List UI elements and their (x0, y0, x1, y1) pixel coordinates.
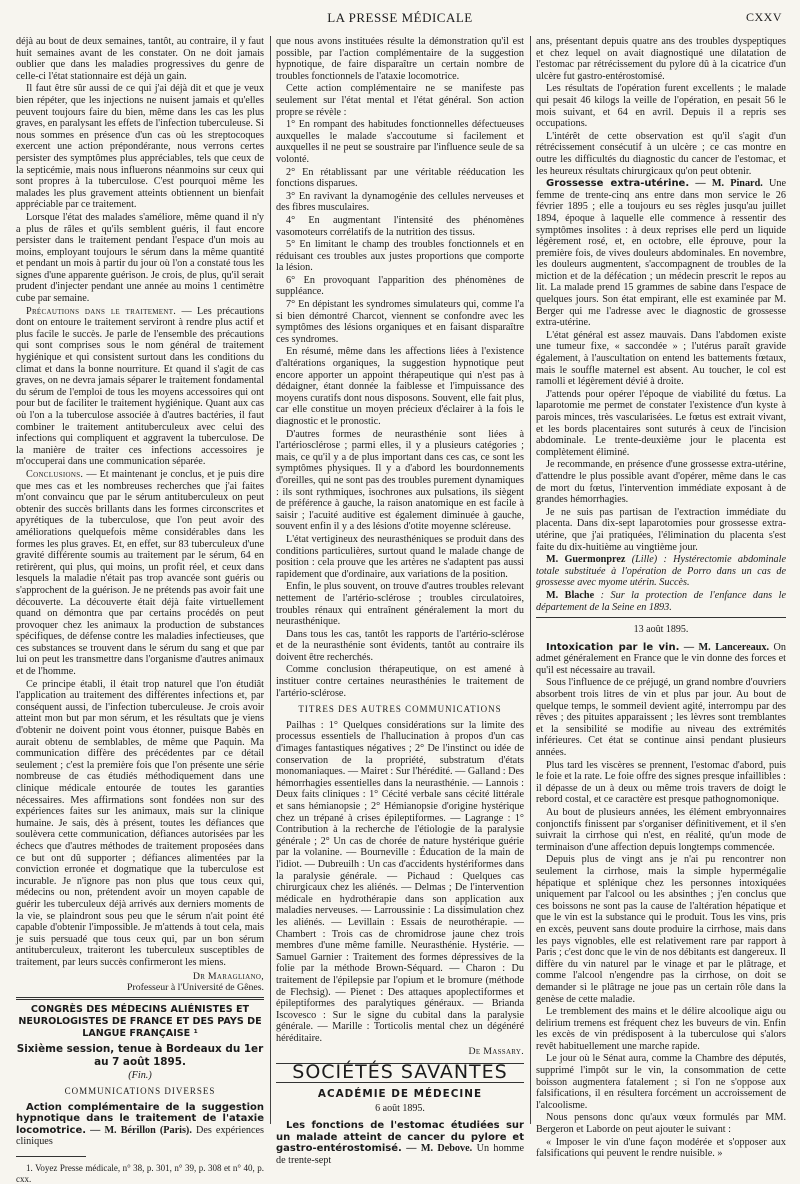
article-author: M. Blache (546, 589, 595, 601)
article-text: On admet généralement en France que le vin donne des forces et qu'il est nécessaire au travail. (536, 641, 786, 676)
session-line: Sixième session, tenue à Bordeaux du 1er au 7 août 1895. (16, 1042, 264, 1068)
subsection-heading: TITRES DES AUTRES COMMUNICATIONS (298, 704, 502, 715)
article-text: Une femme de trente-cinq ans entre dans mon service le 26 février 1895 ; elle a toujours eu ses règles jusqu'au juillet 1894, époque à laquelle elle commence à ressentir des symptômes insolites : à deux reprises elle perd un liquide légèrement rosé, et, en octobre, elle éprouve, pour la première fois, de vives douleurs abdominales. En novembre, les douleurs augmentent, s'accompagnent de troubles de la miction et de la défécation ; un médecin prescrit le repos au lit. La malade prend 15 grammes de sabine dans l'espace de quelques jours. Son état empirant, elle est examinée par M. Berger qui me l'adresse avec le diagnostic de grossesse extra-utérine. (536, 178, 786, 329)
paragraph: Il faut être sûr aussi de ce qui j'ai déjà dit et que je veux bien répéter, que les injections ne nuisent jamais et qu'elles peuvent toujours faire du bien, même dans les cas les plus graves, en paralysant les effets de l'infection tuberculeuse. Si nous sommes en présence d'un cas où les streptocoques exercent une action prépondérante, nous verrons certes persister des symptômes plus appréciables, tels que ceux de la septicémie, mais nous influerons néanmoins sur ceux qui sont propres à la tuberculose. C'est pourquoi même les malades les plus gravement atteints obtiennent un bienfait appréciable par ce traitement. (16, 83, 264, 211)
paragraph: Plus tard les viscères se prennent, l'estomac d'abord, puis le foie et la rate. Le foie offre des signes presque infaillibles : il dépasse de un à deux ou même trois travers de doigt le rebord costal, et ce caractère est presque pathognomonique. (536, 759, 786, 806)
column-3 (536, 36, 787, 1160)
author-name: Dr Maragliano, (192, 970, 264, 982)
session-date: 13 août 1895. (633, 624, 689, 636)
paragraph (16, 1102, 264, 1148)
column-divider (530, 36, 531, 1124)
paragraph (536, 178, 786, 329)
footnote: 1. Voyez Presse médicale, n° 38, p. 301, n° 39, p. 308 et n° 40, p. cxx. (16, 1163, 264, 1184)
article-author: — M. Pinard. (689, 178, 763, 190)
paragraph: ans, présentant depuis quatre ans des troubles dyspeptiques et chez lequel on avait diagnostiqué une dilatation de l'estomac par rétrécissement du pylore dû à la cicatrice d'un ulcère fut gastro-entérostomisé. (536, 36, 786, 82)
author-signature: De Massary. (468, 1046, 524, 1058)
paragraph: Les résultats de l'opération furent excellents ; le malade qui pesait 46 kilogs la veille de l'opération, en pesait 56 le mois suivant, et 64 en avril. Depuis il a repris ses occupations. (536, 83, 786, 130)
paragraph: Dans tous les cas, tantôt les rapports de l'artério-sclérose et de la neurasthénie sont évidents, tantôt au contraire ils doivent être recherchés. (276, 628, 524, 663)
paragraph: que nous avons instituées résulte la démonstration qu'il est possible, par l'action complémentaire de la suggestion hypnotique, de faire disparaître un certain nombre de troubles fonctionnels de l'ataxie locomotrice. (276, 36, 524, 82)
paragraph: Lorsque l'état des malades s'améliore, même quand il n'y a plus de râles et qu'ils semblent guéris, il faut encore persister dans le traitement pendant l'espace d'un mois au moins, employant toujours le sérum dans la même quantité et pendant un mois à partir du jour où l'on a constaté tous les signes d'une apparente guérison. Je crois, de plus, qu'il serait prudent d'injecter pendant une année au moins 1 centimètre cube par semaine. (16, 211, 264, 305)
list-item: 6° En provoquant l'apparition des phénomènes de suppléance. (276, 274, 524, 298)
paragraph: Sous l'influence de ce préjugé, un grand nombre d'ouvriers absorbent trois litres de vin et plus par jour. Au bout de quelque temps, le sommeil devient agité, interrompu par des rêves ; des pituites apparaissent ; les lèvres sont tremblantes et la sensibilité se modifie au niveau des extrémités inférieures. Cet état se continue ainsi pendant plusieurs années. (536, 677, 786, 759)
journal-title: LA PRESSE MÉDICALE (327, 10, 473, 25)
article-author: — M. Bérillon (Paris). (86, 1124, 192, 1136)
congress-title: CONGRÈS DES MÉDECINS ALIÉNISTES ET NEUROLOGISTES DE FRANCE ET DES PAYS DE LANGUE FRANÇAISE ¹ (18, 1003, 262, 1039)
fin-note: (Fin.) (128, 1069, 152, 1081)
paragraph: « Imposer le vin d'une façon modérée et s'opposer aux falsifications qui peuvent le rendre nuisible. » (536, 1136, 786, 1160)
paragraph: Cette action complémentaire ne se manifeste pas seulement sur l'état mental et l'état général. Son action propre se révèle : (276, 83, 524, 118)
paragraph-lead: Conclusions. (26, 468, 84, 480)
list-item: 7° En dépistant les syndromes simulateurs qui, comme l'a si bien démontré Charcot, viennent se confondre avec les symptômes des lésions organiques et en faisant disparaître ces syndromes. (276, 299, 524, 345)
paragraph: Le tremblement des mains et le délire alcoolique aigu ou delirium tremens est fréquent chez les buveurs de vin. Enfin les excès de vin prédisposent à la tuberculose qui s'alors revêt habituellement une marche rapide. (536, 1006, 786, 1052)
column-2 (276, 36, 524, 1167)
paragraph: Comme conclusion thérapeutique, on est amené à instituer contre certaines neurasthénies le traitement de l'artério-sclérose. (276, 664, 524, 699)
paragraph: En résumé, même dans les affections liées à l'existence d'altérations organiques, la suggestion hypnotique peut encore apporter un appoint thérapeutique qui n'est pas à dédaigner, étant donnée la faiblesse et l'impuissance des moyens curatifs dont nous disposons. Souvent, elle fait plus, car elle constitue un moyen précieux d'éclairer à la fois le diagnostic et le pronostic. (276, 346, 524, 427)
paragraph (16, 469, 264, 678)
paragraph: Ce principe établi, il était trop naturel que l'on étudiât l'application au traitement des différentes infections et, par conséquent aussi, de l'infection tuberculeuse. Je crois avoir atteint mon but par mon sérum, et les résultats que je viens d'obtenir ne doivent point vous étonner, puisque Babès en aurait obtenu de semblables, de même que Paquin. Ma communication diffère des précédentes par ce détail seulement ; c'est la première fois que l'on présente une série nombreuse de cas étudiés méthodiquement dans une clinique médicale entourée de toutes les garanties nécessaires. Mes affirmations sont fondées non sur des expériences faites sur les animaux, mais sur la clinique humaine. Je sais, dès à présent, toutes les défiances que soulèvera cette communication, défiances autorisées par les échecs que d'autres méthodes de traitement proposées dans ce but ont dû supporter ; défiances alimentées par la conviction erronée et dogmatique que la tuberculose est incurable. Je n'ignore pas non plus que tous ceux qui, médecins ou non, prétendent avoir un moyen capable de guérir les tuberculeux déjà arrivés aux derniers moments de la vie, se plaindront sous peu que le sérum n'ait point été capable d'obtenir l'impossible. Je m'attends à tout cela, mais je suis persuadé que tous ceux qui, par un bon sérum antituberculeux, traiteront les tuberculeux susceptibles de traitement, par leurs succès confirmeront les miens. (16, 678, 264, 968)
paragraph: L'état général est assez mauvais. Dans l'abdomen existe une tumeur fixe, « saccondée » ; l'utérus paraît gravide également, à l'auscultation on entend les battements fœtaux, mais le souffle maternel est absent. Au toucher, le col est ramolli et légèrement dévié à droite. (536, 329, 786, 388)
author-signature (16, 971, 264, 993)
paragraph-lead: Précautions dans le traitement. (26, 305, 177, 317)
paragraph (536, 554, 786, 589)
article-title: Grossesse extra-utérine. (546, 178, 690, 190)
paragraph: L'état vertigineux des neurasthéniques se produit dans des conditions particulières, surtout quand le malade change de position : cela prouve que les artères ne s'adaptent pas aussi rapidement que d'ordinaire, aux variations de la position. (276, 533, 524, 580)
paragraph: Je ne suis pas partisan de l'extraction immédiate du placenta. Dans dix-sept laparotomies pour grossesse extra-utérine, que j'ai pratiquées, l'élimination du placenta s'est faite du dix-huitième au vingtième jour. (536, 506, 786, 553)
paragraph-text: — Et maintenant je conclus, et je puis dire que mes cas et les nombreuses recherches que j'ai faites m'ont convaincu que par le sérum antituberculeux on peut obtenir des succès brillants dans les formes circonscrites et apyrétiques de la tuberculose, que l'on peut avoir des améliorations quelquefois même considérables dans les formes les plus graves. Et, en effet, sur 83 tuberculeux d'une gravité différente soumis au traitement par le sérum, 64 en retirèrent, qui plus, qui moins, un profit réel, et ceux dans lesquels la maladie n'était pas trop avancée sont guéris ou s'approchent de la guérison. Je ne prétends pas avoir fait une découverte. La découverte était déjà faite virtuellement quand on démontra que par certains procédés on peut provoquer chez les animaux la production de substances spécifiques, de défense contre les maladies infectieuses, que ces substances se trouvent dans le sérum du sang et que par lui on peut les transmettre dans l'organisme d'autres animaux et de l'homme. (16, 468, 264, 678)
article-author: M. Guermonprez (546, 554, 626, 566)
article-text: : Sur la protection de l'enfance dans le département de la Seine en 1893. (536, 589, 787, 613)
paragraph: Nous pensons donc qu'aux vœux formulés par MM. Bergeron et Laborde on peut ajouter le suivant : (536, 1112, 786, 1136)
article-author: — M. Debove. (401, 1143, 473, 1155)
article-text: Un homme de trente-sept (276, 1143, 524, 1167)
article-text: (Lille) : Hystérectomie abdominale totale substituée à l'opération de Porro dans un cas de grossesse avec myome utérin. Succès. (536, 554, 786, 589)
article-title: Intoxication par le vin. (546, 641, 680, 653)
author-title: Professeur à l'Université de Gênes. (127, 981, 264, 993)
list-item: 1° En rompant des habitudes fonctionnelles défectueuses auxquelles le malade s'accoutume si facilement et auxquelles il ne peut se soustraire par l'influence seule de sa volonté. (276, 119, 524, 165)
section-divider (16, 997, 264, 1000)
paragraph (276, 1120, 524, 1166)
society-heading: ACADÉMIE DE MÉDECINE (317, 1088, 483, 1101)
paragraph (16, 306, 264, 468)
paragraph: Le jour où le Sénat aura, comme la Chambre des députés, supprimé l'impôt sur le vin, la consommation de cette boisson augmentera fatalement ; si l'on ne s'oppose aux falsifications, il en résultera forcément un accroissement de l'alcoolisme. (536, 1053, 786, 1111)
paragraph: L'intérêt de cette observation est qu'il s'agit d'un rétrécissement consécutif à un ulcère ; ce cas montre en outre les difficultés du diagnostic du cancer de l'estomac, et les heureux résultats chirurgicaux qu'on peut obtenir. (536, 130, 786, 177)
paragraph: Je recommande, en présence d'une grossesse extra-utérine, d'attendre le plus possible avant d'opérer, même dans le cas de mort du fœtus, l'intervention immédiate exposant à de grandes hémorrhagies. (536, 459, 786, 506)
paragraph: Enfin, le plus souvent, on trouve d'autres troubles relevant nettement de l'artério-sclérose ; troubles circulatoires, troubles rénaux qui entraînent généralement la mort du neurasthénique. (276, 581, 524, 628)
paragraph-text: — Les précautions dont on entoure le traitement serviront à rendre plus actif et plus facile le succès. Je parle de l'ensemble des précautions qui sont comprises sous le nom général de traitement hygiénique et qui consistent surtout dans les conditions du climat et dans la bonne nourriture. Et quand il s'agit de cas graves, on ne devra jamais séparer le traitement fondamental du sérum de l'emploi de tous les moyens accessoires qui ont pour but de faciliter le traitement hygiénique. Quant aux cas où l'on a la tuberculose associée à d'autres bactéries, il faut combiner le traitement antituberculeux avec celui des infections qui compliquent et aggravent la tuberculose. De la manière de traiter ces infections accessoires je m'occuperai dans une communication séparée. (16, 305, 264, 468)
paragraph (536, 642, 786, 677)
article-title: Les fonctions de l'estomac étudiées sur un malade atteint de cancer du pylore et gastro-entérostomisé. (276, 1120, 524, 1155)
column-divider (270, 36, 271, 1124)
paragraph (536, 590, 786, 613)
paragraph: déjà au bout de deux semaines, tantôt, au contraire, il y faut huit semaines avant de les constater. On ne doit jamais oublier que dans les maladies progressives du genre de celle-ci l'état stationnaire est déjà un gain. (16, 36, 264, 82)
paragraph: Pailhas : 1° Quelques considérations sur la limite des processus essentiels de l'hallucination à propos d'un cas d'images fantastiques négatives ; 2° De l'instinct ou idée de conservation de la propriété, substratum d'états monomaniaques. — Mairet : Sur l'hérédité. — Galland : Des hémorrhagies essentielles dans la neurasthénie. — Lannois : Deux faits cliniques : 1° Cécité verbale sans cécité littérale et sans hémianopsie ; 2° Hémianopsie d'origine hystérique chez un trépané à crises épileptiformes. — Lagrange : 1° Contribution à la recherche de l'étiologie de la paralysie générale ; 2° Un cas de chorée de nature hystérique guérie par la volanine. — Bourneville : Éducation de la main de l'idiot. — Dubreuilh : Un cas d'accidents hystériformes dans la paralysie générale. — Pichaud : Quelques cas chirurgicaux chez les aliénés. — Delmas ; De l'intervention médicale en hydrothérapie dans son application aux maladies nerveuses. — Larroussinie : La dissimulation chez les aliénés. — Levillain : Essais de neurothérapie. — Chambert : Trois cas de chromidrose jaune chez trois membres d'une même famille. Neurasthénie. Hystérie. — Samuel Garnier : Traitement des formes dépressives de la folie par la méthode Brown-Séquard. — Charon : Du traitement de l'épilepsie par l'opium et le bromure (méthode de Flechsig). — Pienet : Des attaques apoplectiformes et épileptiformes des paralytiques généraux. — Brianda Iscovesco : Sur le signe du cubital dans la paralysie générale. — Marille : Torticolis mental chez un dégénéré héréditaire. (276, 719, 524, 1044)
paragraph: J'attends pour opérer l'époque de viabilité du fœtus. La laparotomie me permet de constater l'existence d'un kyste à parois minces, très vascularisées. Le fœtus est extrait vivant, et les bords placentaires sont suturés à ceux de l'incision abdominale. Le trente-deuxième jour le placenta est complètement éliminé. (536, 388, 786, 458)
running-head (0, 10, 800, 30)
list-item: 3° En ravivant la dynamogénie des cellules nerveuses et des fibres musculaires. (276, 190, 524, 214)
section-banner: SOCIÉTÉS SAVANTES (276, 1063, 524, 1083)
paragraph: Depuis plus de vingt ans je n'ai pu rencontrer non seulement la cirrhose, mais la simple hypermégalie hépatique et splénique chez les personnes intoxiquées uniquement par l'alcool ou les absinthes ; j'en conclus que ces boissons ne sont pas la cause de l'altération hépatique et que le vin est la substance qui le produit. Tous les vins, pris en excès, peuvent sans doute produire la cirrhose, mais dans les pays vignobles, elle est relativement rare par rapport à Paris ; c'est donc que le vin de nos débitants est dangereux. Il diffère du vin naturel par le vinage et par le plâtrage, et comme l'alcool n'engendre pas la cirrhose, on doit se demander si le plâtrage ne joue pas un certain rôle dans la genèse de cette maladie. (536, 854, 786, 1005)
paragraph: D'autres formes de neurasthénie sont liées à l'artériosclérose ; parmi elles, il y a plusieurs catégories ; mais, ce qu'il y a de plus important dans ces cas, ce sont les symptômes physiques. Il y a d'abord les bourdonnements d'oreilles, qui ne sont pas des troubles purement dynamiques : ils sont rythmiques, isochrones aux pulsations, ils siègent de préférence à gauche, la raison anatomique en est facile à saisir ; l'acuité auditive est également diminuée à gauche, souvent enfin il y a des lésions d'otite moyenne scléreuse. (276, 428, 524, 533)
section-divider (536, 617, 786, 618)
article-title: Action complémentaire de la suggestion hypnotique dans le traitement de l'ataxie locomotrice. (16, 1101, 264, 1136)
list-item: 4° En augmentant l'intensité des phénomènes vasomoteurs corrélatifs de la nutrition des tissus. (276, 214, 524, 238)
paragraph: Au bout de plusieurs années, les élément embryonnaires conjonctifs finissent par s'organiser définitivement, et il s'en suivrait la cirrhose qui n'est, en réalité, qu'un mode de terminaison d'une affection depuis longtemps commencée. (536, 807, 786, 853)
page-number: CXXV (745, 10, 782, 24)
article-text: Des expériences cliniques (16, 1124, 265, 1148)
subsection-heading: COMMUNICATIONS DIVERSES (64, 1086, 216, 1097)
column-1 (16, 36, 265, 1184)
session-date: 6 août 1895. (375, 1102, 425, 1114)
list-item: 5° En limitant le champ des troubles fonctionnels et en réduisant ces troubles aux justes proportions que comporte la lésion. (276, 239, 524, 274)
article-author: — M. Lancereaux. (679, 641, 770, 653)
list-item: 2° En rétablissant par une véritable rééducation les fonctions disparues. (276, 166, 524, 190)
footnote-divider (16, 1156, 86, 1157)
